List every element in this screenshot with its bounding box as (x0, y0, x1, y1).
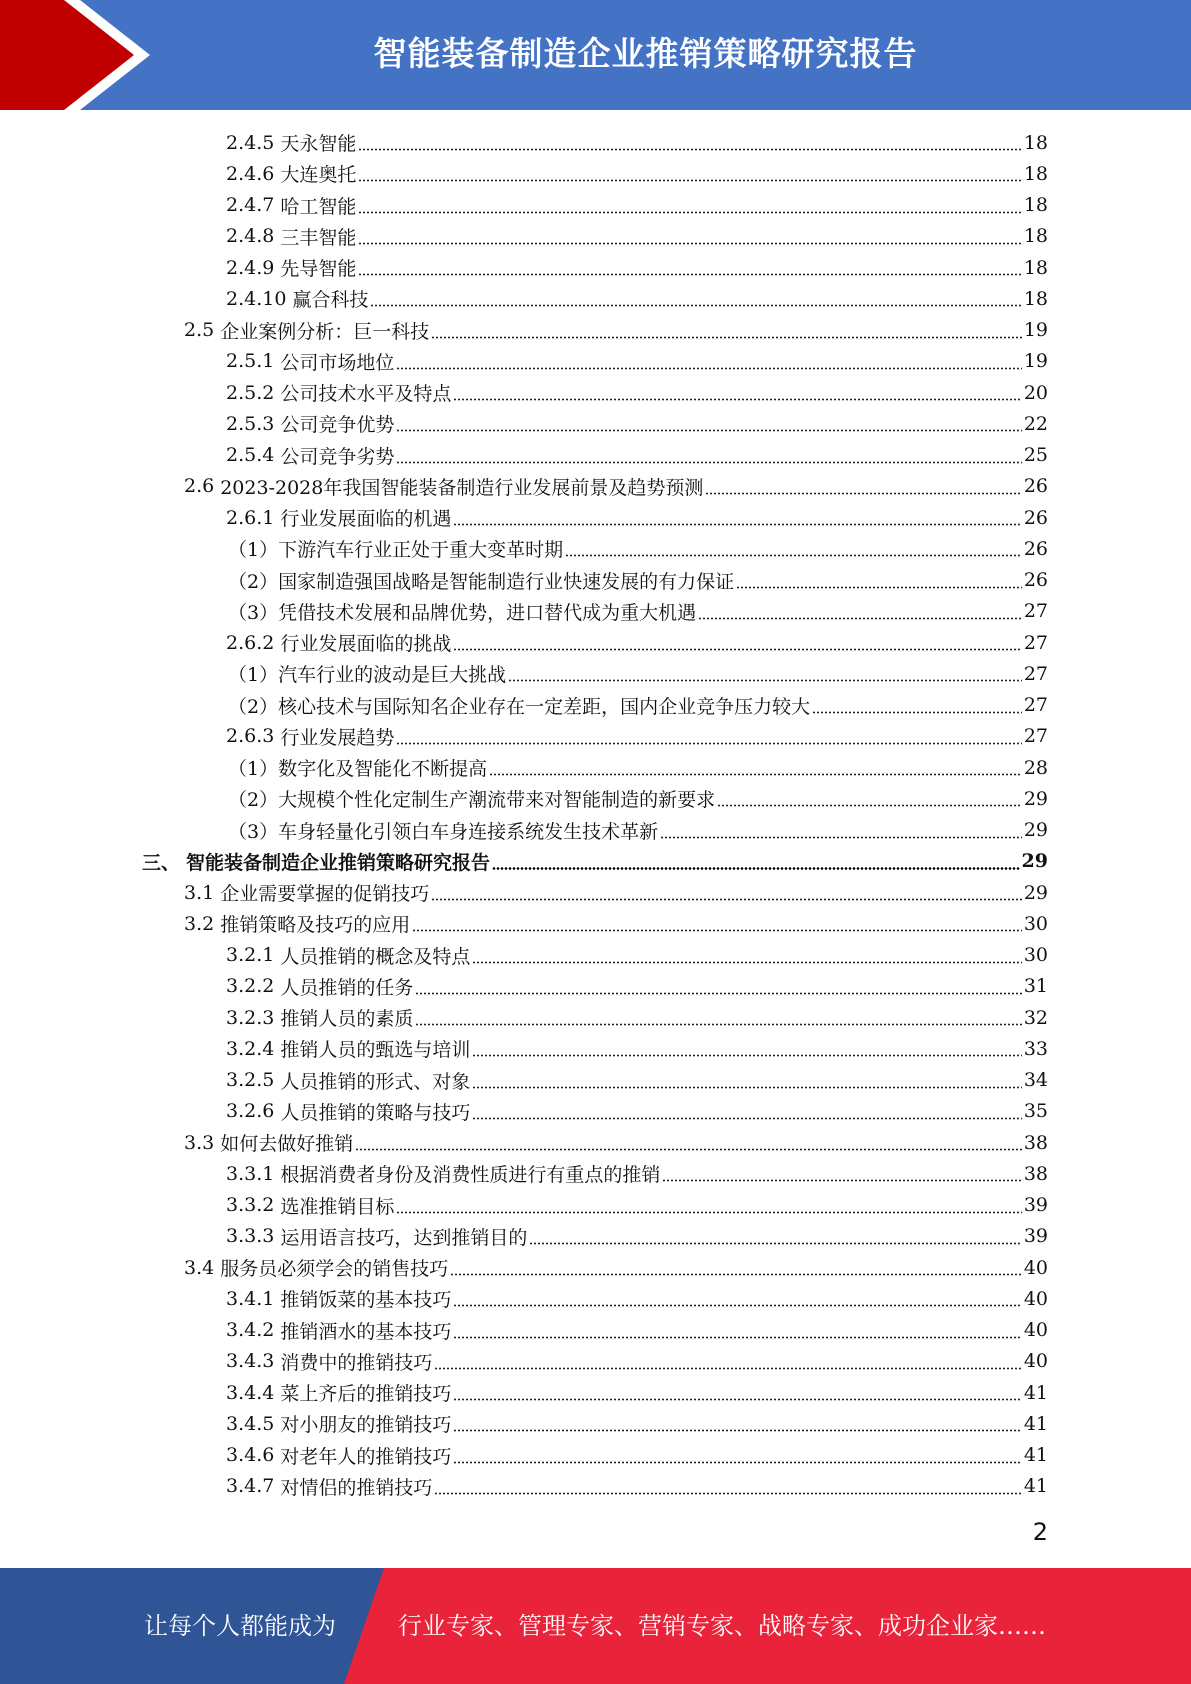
chevron-logo-icon (0, 0, 160, 110)
toc-entry-number: 3.2.2 (226, 975, 275, 998)
toc-entry-title: 行业发展趋势 (280, 726, 395, 749)
toc-entry-title: 推销人员的素质 (280, 1008, 414, 1030)
toc-entry[interactable] (184, 1252, 1048, 1283)
toc-entry[interactable] (226, 158, 1048, 189)
toc-dot-leader (396, 461, 1021, 464)
toc-entry-number: 2.4.10 (226, 287, 287, 310)
toc-entry[interactable] (226, 940, 1048, 971)
toc-entry-title: 人员推销的策略与技巧 (280, 1101, 471, 1124)
toc-entry-page: 29 (1021, 850, 1048, 873)
toc-entry-page: 38 (1023, 1162, 1048, 1185)
toc-dot-leader (396, 429, 1021, 432)
toc-dot-leader (358, 242, 1021, 245)
toc-dot-leader (396, 1211, 1021, 1214)
toc-entry-number: 3.2.5 (226, 1069, 275, 1091)
toc-dot-leader (358, 211, 1021, 214)
toc-dot-leader (453, 1429, 1021, 1432)
toc-entry-page: 28 (1023, 756, 1048, 779)
toc-entry-number: 3.4.1 (226, 1287, 275, 1310)
toc-entry[interactable] (226, 1190, 1048, 1221)
toc-entry-page: 18 (1023, 225, 1048, 248)
toc-entry[interactable] (184, 315, 1048, 346)
toc-entry[interactable] (226, 408, 1048, 439)
toc-entry[interactable] (226, 1221, 1048, 1252)
toc-entry-title: 公司竞争劣势 (280, 445, 395, 468)
toc-entry[interactable] (226, 127, 1048, 158)
toc-dot-leader (492, 867, 1020, 870)
toc-entry-title: 对小朋友的推销技巧 (280, 1414, 452, 1437)
toc-dot-leader (472, 1117, 1021, 1120)
toc-dot-leader (396, 367, 1021, 370)
toc-dot-leader (472, 961, 1021, 964)
toc-dot-leader (431, 898, 1022, 901)
toc-dot-leader (415, 992, 1021, 995)
toc-entry-title: 行业发展面临的机遇 (280, 508, 452, 530)
toc-entry-number: 2.4.5 (226, 131, 275, 154)
toc-dot-leader (705, 492, 1021, 495)
toc-dot-leader (434, 1367, 1021, 1370)
toc-entry-page: 40 (1023, 1256, 1048, 1279)
toc-entry-page: 31 (1023, 975, 1048, 998)
toc-entry-page: 41 (1023, 1412, 1048, 1435)
toc-entry[interactable] (226, 1408, 1048, 1439)
toc-entry-number: （3） (228, 820, 279, 843)
toc-dot-leader (358, 148, 1021, 151)
toc-entry-page: 26 (1023, 475, 1048, 498)
toc-entry[interactable] (228, 752, 1048, 783)
toc-entry-title: 汽车行业的波动是巨大挑战 (278, 664, 507, 687)
toc-entry-number: （2） (228, 695, 279, 718)
toc-entry[interactable] (226, 1440, 1048, 1471)
toc-entry-page: 18 (1023, 131, 1048, 154)
toc-entry-title: 人员推销的形式、对象 (280, 1070, 471, 1093)
toc-entry-page: 40 (1023, 1319, 1048, 1341)
toc-entry-page: 26 (1023, 506, 1048, 529)
toc-entry[interactable] (226, 377, 1048, 408)
toc-entry-title: 赢合科技 (292, 289, 369, 312)
toc-entry-title: 公司竞争优势 (280, 414, 395, 437)
toc-entry-number: 3.4.7 (226, 1475, 275, 1498)
toc-dot-leader (434, 1492, 1021, 1495)
toc-entry-page: 29 (1023, 787, 1048, 810)
toc-dot-leader (736, 586, 1022, 589)
toc-entry-page: 26 (1023, 537, 1048, 560)
toc-entry-number: （2） (228, 570, 279, 593)
toc-entry-number: 3.4.3 (226, 1350, 275, 1373)
toc-entry[interactable] (226, 627, 1048, 658)
toc-dot-leader (660, 836, 1022, 839)
toc-entry[interactable] (226, 971, 1048, 1002)
toc-entry-page: 30 (1023, 912, 1048, 935)
toc-entry-title: 人员推销的任务 (280, 976, 414, 999)
toc-entry[interactable] (142, 846, 1048, 877)
toc-entry-page: 41 (1023, 1475, 1048, 1498)
toc-entry-title: 2023-2028年我国智能装备制造行业发展前景及趋势预测 (220, 476, 704, 499)
toc-entry[interactable] (226, 1096, 1048, 1127)
toc-entry-title: 如何去做好推销 (220, 1133, 354, 1155)
toc-entry-number: 3.3.1 (226, 1162, 275, 1185)
toc-entry-number: （1） (228, 539, 279, 562)
toc-entry-page: 27 (1023, 631, 1048, 654)
toc-entry-page: 27 (1023, 725, 1048, 748)
header-banner (0, 0, 1191, 110)
toc-entry-number: 2.5.1 (226, 350, 275, 373)
toc-entry[interactable] (228, 783, 1048, 814)
toc-entry-number: 3.4.2 (226, 1319, 275, 1341)
toc-dot-leader (431, 336, 1022, 339)
toc-entry[interactable] (226, 1033, 1048, 1064)
toc-entry-number: 3.2.1 (226, 944, 275, 966)
toc-entry-number: 3.4 (184, 1256, 215, 1279)
toc-entry-page: 19 (1023, 319, 1048, 341)
toc-entry[interactable] (228, 658, 1048, 689)
toc-entry-page: 29 (1023, 881, 1048, 904)
toc-entry-page: 39 (1023, 1194, 1048, 1216)
toc-entry[interactable] (226, 190, 1048, 221)
toc-entry[interactable] (228, 596, 1048, 627)
toc-entry-page: 20 (1023, 381, 1048, 404)
toc-entry-title: 大规模个性化定制生产潮流带来对智能制造的新要求 (278, 789, 716, 812)
toc-entry[interactable] (226, 721, 1048, 752)
toc-entry-page: 34 (1023, 1069, 1048, 1091)
toc-entry-title: 凭借技术发展和品牌优势，进口替代成为重大机遇 (278, 601, 697, 624)
toc-entry-page: 19 (1023, 350, 1048, 373)
toc-entry[interactable] (226, 1002, 1048, 1033)
toc-dot-leader (508, 679, 1022, 682)
toc-dot-leader (453, 523, 1021, 526)
toc-dot-leader (358, 179, 1021, 182)
toc-entry-title: 运用语言技巧，达到推销目的 (280, 1226, 528, 1249)
toc-entry-page: 33 (1023, 1037, 1048, 1060)
toc-entry-title: 消费中的推销技巧 (280, 1351, 433, 1374)
toc-entry-number: 2.5.4 (226, 444, 275, 466)
toc-dot-leader (472, 1054, 1021, 1057)
toc-entry-page: 27 (1023, 662, 1048, 685)
toc-entry-page: 18 (1023, 162, 1048, 185)
toc-entry[interactable] (226, 1158, 1048, 1189)
toc-entry-number: 3.2.4 (226, 1037, 275, 1060)
toc-entry[interactable] (228, 533, 1048, 564)
toc-entry-number: 3.3.3 (226, 1225, 275, 1248)
toc-entry-title: 数字化及智能化不断提高 (278, 758, 488, 780)
toc-entry-number: 2.6.3 (226, 725, 275, 748)
toc-entry[interactable] (226, 1283, 1048, 1314)
toc-entry-number: 2.6.2 (226, 631, 275, 654)
toc-dot-leader (450, 1273, 1022, 1276)
toc-entry-page: 27 (1023, 600, 1048, 623)
footer-slogan-right: 行业专家、管理专家、营销专家、战略专家、成功企业家…… (398, 1612, 1046, 1640)
toc-dot-leader (453, 1398, 1021, 1401)
footer-slogan-left: 让每个人都能成为 (144, 1612, 336, 1640)
toc-entry-number: 3.2.3 (226, 1006, 275, 1029)
toc-entry[interactable] (184, 877, 1048, 908)
toc-entry-number: 3.2 (184, 912, 215, 935)
toc-entry[interactable] (226, 221, 1048, 252)
page-number: 2 (1032, 1518, 1048, 1546)
toc-dot-leader (453, 648, 1021, 651)
toc-entry-page: 32 (1023, 1006, 1048, 1029)
toc-entry-page: 41 (1023, 1444, 1048, 1466)
toc-entry-number: 3.1 (184, 881, 215, 904)
toc-entry-number: 2.6 (184, 475, 215, 498)
toc-entry-title: 推销酒水的基本技巧 (280, 1320, 452, 1343)
toc-entry-number: 3.3 (184, 1131, 215, 1154)
toc-entry[interactable] (228, 565, 1048, 596)
toc-entry-page: 25 (1023, 444, 1048, 466)
toc-entry-title: 根据消费者身份及消费性质进行有重点的推销 (280, 1164, 661, 1187)
toc-entry-title: 对情侣的推销技巧 (280, 1476, 433, 1499)
toc-dot-leader (489, 773, 1022, 776)
toc-entry-number: 三、 (142, 851, 181, 874)
toc-entry[interactable] (228, 815, 1048, 846)
toc-entry-page: 22 (1023, 412, 1048, 435)
toc-entry[interactable] (226, 502, 1048, 533)
toc-dot-leader (472, 1086, 1021, 1089)
toc-entry-title: 服务员必须学会的销售技巧 (220, 1258, 449, 1280)
toc-entry-page: 18 (1023, 256, 1048, 279)
toc-entry[interactable] (226, 1471, 1048, 1502)
toc-entry-number: 2.4.6 (226, 162, 275, 185)
toc-entry-page: 29 (1023, 819, 1048, 841)
toc-entry-page: 40 (1023, 1287, 1048, 1310)
toc-entry[interactable] (226, 1377, 1048, 1408)
toc-entry-title: 智能装备制造企业推销策略研究报告 (186, 851, 491, 874)
toc-entry-title: 车身轻量化引领白车身连接系统发生技术革新 (278, 820, 659, 843)
toc-entry-title: 菜上齐后的推销技巧 (280, 1383, 452, 1405)
toc-entry-number: 2.5 (184, 319, 215, 341)
toc-entry-title: 推销人员的甄选与培训 (280, 1039, 471, 1062)
toc-entry[interactable] (226, 1315, 1048, 1346)
toc-dot-leader (565, 554, 1022, 557)
toc-entry-page: 18 (1023, 194, 1048, 216)
toc-dot-leader (412, 929, 1022, 932)
toc-entry[interactable] (226, 346, 1048, 377)
toc-dot-leader (662, 1179, 1021, 1182)
toc-entry-number: （3） (228, 601, 279, 624)
toc-entry-title: 人员推销的概念及特点 (280, 945, 471, 968)
toc-entry-page: 40 (1023, 1350, 1048, 1373)
toc-entry-title: 天永智能 (280, 133, 357, 155)
toc-dot-leader (812, 711, 1022, 714)
toc-dot-leader (355, 1148, 1022, 1151)
toc-dot-leader (698, 617, 1022, 620)
toc-entry-number: 2.5.3 (226, 412, 275, 435)
toc-dot-leader (415, 1023, 1021, 1026)
toc-dot-leader (453, 1304, 1021, 1307)
toc-entry-page: 18 (1023, 287, 1048, 310)
toc-entry[interactable] (226, 283, 1048, 314)
toc-dot-leader (370, 304, 1021, 307)
toc-entry-title: 行业发展面临的挑战 (280, 633, 452, 655)
toc-entry-title: 对老年人的推销技巧 (280, 1445, 452, 1468)
toc-entry-title: 推销饭菜的基本技巧 (280, 1289, 452, 1312)
toc-entry-title: 三丰智能 (280, 226, 357, 249)
toc-dot-leader (717, 804, 1022, 807)
toc-entry-number: 2.4.9 (226, 256, 275, 279)
toc-entry-page: 39 (1023, 1225, 1048, 1248)
toc-entry[interactable] (226, 1346, 1048, 1377)
toc-entry-page: 26 (1023, 569, 1048, 591)
toc-entry-title: 企业需要掌握的促销技巧 (220, 883, 430, 905)
toc-entry[interactable] (184, 471, 1048, 502)
toc-dot-leader (358, 273, 1021, 276)
toc-entry-title: 公司市场地位 (280, 351, 395, 374)
toc-entry-title: 企业案例分析：巨一科技 (220, 320, 430, 343)
toc-entry-page: 38 (1023, 1131, 1048, 1154)
toc-entry[interactable] (184, 1127, 1048, 1158)
toc-entry-number: 2.4.8 (226, 225, 275, 248)
toc-dot-leader (453, 1336, 1021, 1339)
toc-entry-page: 41 (1023, 1381, 1048, 1404)
toc-entry-number: 3.2.6 (226, 1100, 275, 1123)
toc-entry-number: （1） (228, 664, 279, 687)
toc-entry[interactable] (226, 252, 1048, 283)
toc-dot-leader (396, 742, 1021, 745)
toc-entry-title: 先导智能 (280, 258, 357, 280)
toc-entry-page: 27 (1023, 694, 1048, 716)
toc-entry[interactable] (226, 1065, 1048, 1096)
toc-dot-leader (453, 398, 1021, 401)
toc-entry-number: 2.4.7 (226, 194, 275, 216)
toc-entry-number: 2.6.1 (226, 506, 275, 529)
toc-entry-number: （2） (228, 789, 279, 812)
toc-entry-title: 哈工智能 (280, 195, 357, 218)
toc-entry-title: 公司技术水平及特点 (280, 383, 452, 405)
toc-entry-title: 推销策略及技巧的应用 (220, 914, 411, 937)
toc-entry-title: 核心技术与国际知名企业存在一定差距，国内企业竞争压力较大 (278, 695, 811, 718)
toc-entry-number: （1） (228, 758, 279, 780)
toc-entry[interactable] (226, 440, 1048, 471)
toc-dot-leader (453, 1461, 1021, 1464)
toc-entry-page: 30 (1023, 944, 1048, 966)
toc-entry[interactable] (184, 908, 1048, 939)
toc-entry-number: 2.5.2 (226, 381, 275, 404)
toc-entry-title: 大连奥托 (280, 164, 357, 187)
toc-entry-title: 选准推销目标 (280, 1195, 395, 1218)
toc-entry-number: 3.4.6 (226, 1444, 275, 1466)
document-title: 智能装备制造企业推销策略研究报告 (373, 34, 918, 73)
toc-entry-title: 国家制造强国战略是智能制造行业快速发展的有力保证 (278, 570, 735, 593)
footer-banner (0, 1568, 1191, 1684)
toc-entry-number: 3.4.4 (226, 1381, 275, 1404)
toc-entry-page: 35 (1023, 1100, 1048, 1123)
toc-entry-title: 下游汽车行业正处于重大变革时期 (278, 539, 564, 562)
toc-entry-number: 3.4.5 (226, 1412, 275, 1435)
toc-dot-leader (529, 1242, 1021, 1245)
toc-entry[interactable] (228, 690, 1048, 721)
toc-entry-number: 3.3.2 (226, 1194, 275, 1216)
